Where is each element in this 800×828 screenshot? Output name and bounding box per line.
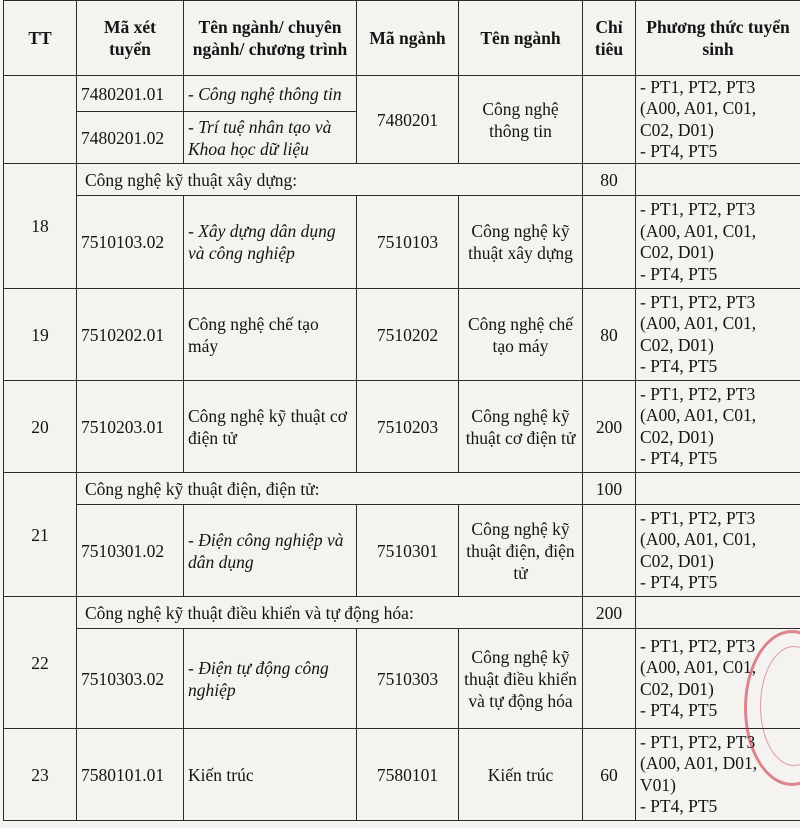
method-line: - PT1, PT2, PT3 [640, 731, 756, 752]
major-name-cell: Công nghệ chế tạo máy [459, 289, 583, 381]
method-line: (A00, A01, C01, [640, 220, 757, 241]
header-row [4, 1, 800, 76]
header-ma-nganh: Mã ngành [357, 1, 459, 76]
method-line: (A00, A01, C01, [640, 657, 757, 677]
header-phuong-thuc: Phương thức tuyển sinh [636, 1, 800, 76]
major-name-cell: Kiến trúc [459, 729, 583, 821]
group-label: Công nghệ kỹ thuật xây dựng: [77, 164, 583, 196]
method-cell [636, 76, 800, 164]
quota-cell: 80 [583, 289, 636, 381]
method-cell [636, 629, 800, 729]
quota-cell [583, 505, 636, 597]
group-quota: 100 [583, 473, 636, 505]
method-line: C02, D01) [640, 678, 714, 699]
program-cell: Kiến trúc [184, 729, 357, 821]
table-row [4, 76, 800, 112]
program-cell: - Công nghệ thông tin [184, 76, 357, 112]
major-code-cell: 7510301 [357, 505, 459, 597]
empty-cell [636, 597, 800, 629]
method-line: - PT4, PT5 [640, 448, 718, 468]
tt-cell: 21 [4, 473, 77, 597]
code-cell: 7510203.01 [77, 381, 184, 473]
code-cell: 7510202.01 [77, 289, 184, 381]
program-cell: - Trí tuệ nhân tạo và Khoa học dữ liệu [184, 112, 357, 164]
header-ten-nganh: Tên ngành [459, 1, 583, 76]
table-row [4, 196, 800, 289]
major-name-cell: Công nghệ thông tin [459, 76, 583, 164]
program-cell: - Điện công nghiệp và dân dụng [184, 505, 357, 597]
code-cell: 7510303.02 [77, 629, 184, 729]
table-row [4, 505, 800, 597]
major-name-cell: Công nghệ kỹ thuật điều khiển và tự động hóa [459, 629, 583, 729]
major-code-cell: 7480201 [357, 76, 459, 164]
group-row [4, 473, 800, 505]
major-code-cell: 7510103 [357, 196, 459, 289]
code-cell: 7580101.01 [77, 729, 184, 821]
quota-cell [583, 629, 636, 729]
major-code-cell: 7510203 [357, 381, 459, 473]
method-line: C02, D01) [640, 426, 714, 447]
method-line: - PT4, PT5 [640, 700, 718, 720]
method-line: C02, D01) [640, 550, 714, 571]
tt-cell: 20 [4, 381, 77, 473]
group-row [4, 164, 800, 196]
table-row [4, 381, 800, 473]
program-cell: Công nghệ kỹ thuật cơ điện tử [184, 381, 357, 473]
method-line: (A00, A01, D01, [640, 753, 758, 773]
method-line: - PT4, PT5 [640, 141, 718, 161]
method-line: (A00, A01, C01, [640, 313, 757, 333]
tt-cell: 23 [4, 729, 77, 821]
method-cell [636, 196, 800, 289]
method-line: - PT1, PT2, PT3 [640, 383, 756, 404]
major-name-cell: Công nghệ kỹ thuật điện, điện tử [459, 505, 583, 597]
major-code-cell: 7580101 [357, 729, 459, 821]
method-cell [636, 505, 800, 597]
table-row [4, 289, 800, 381]
group-label: Công nghệ kỹ thuật điều khiển và tự động hóa: [77, 597, 583, 629]
program-cell: - Điện tự động công nghiệp [184, 629, 357, 729]
code-cell: 7480201.01 [77, 76, 184, 112]
method-line: (A00, A01, C01, [640, 405, 757, 425]
method-line: - PT1, PT2, PT3 [640, 507, 756, 528]
method-cell [636, 729, 800, 821]
tt-cell: 19 [4, 289, 77, 381]
major-code-cell: 7510303 [357, 629, 459, 729]
tt-cell [4, 76, 77, 164]
header-ma-xet-tuyen: Mã xét tuyển [77, 1, 184, 76]
code-cell: 7510103.02 [77, 196, 184, 289]
group-quota: 200 [583, 597, 636, 629]
method-line: (A00, A01, C01, [640, 529, 757, 549]
header-ten-nganh-chuyen-nganh: Tên ngành/ chuyên ngành/ chương trình [184, 1, 357, 76]
method-line: (A00, A01, C01, [640, 98, 757, 118]
group-quota: 80 [583, 164, 636, 196]
method-line: C02, D01) [640, 242, 714, 262]
empty-cell [636, 473, 800, 505]
method-cell [636, 289, 800, 381]
code-cell: 7510301.02 [77, 505, 184, 597]
program-cell: - Xây dựng dân dụng và công nghiệp [184, 196, 357, 289]
empty-cell [636, 164, 800, 196]
group-label: Công nghệ kỹ thuật điện, điện tử: [77, 473, 583, 505]
method-line: - PT1, PT2, PT3 [640, 199, 756, 219]
quota-cell: 200 [583, 381, 636, 473]
method-line: - PT4, PT5 [640, 263, 718, 284]
table-row [4, 729, 800, 821]
method-line: - PT4, PT5 [640, 796, 718, 816]
code-cell: 7480201.02 [77, 112, 184, 164]
method-line: - PT4, PT5 [640, 356, 718, 376]
tt-cell: 18 [4, 164, 77, 289]
admissions-table [3, 0, 800, 821]
major-name-cell: Công nghệ kỹ thuật xây dựng [459, 196, 583, 289]
method-line: C02, D01) [640, 334, 714, 355]
quota-cell: 60 [583, 729, 636, 821]
method-line: V01) [640, 774, 676, 795]
table-row [4, 629, 800, 729]
header-chi-tieu: Chỉ tiêu [583, 1, 636, 76]
group-row [4, 597, 800, 629]
major-code-cell: 7510202 [357, 289, 459, 381]
header-tt: TT [4, 1, 77, 76]
quota-cell [583, 76, 636, 164]
method-line: C02, D01) [640, 119, 714, 140]
method-cell [636, 381, 800, 473]
quota-cell [583, 196, 636, 289]
program-cell: Công nghệ chế tạo máy [184, 289, 357, 381]
method-line: - PT1, PT2, PT3 [640, 291, 756, 312]
method-line: - PT4, PT5 [640, 572, 718, 592]
method-line: - PT1, PT2, PT3 [640, 635, 756, 656]
major-name-cell: Công nghệ kỹ thuật cơ điện tử [459, 381, 583, 473]
tt-cell: 22 [4, 597, 77, 729]
method-line: - PT1, PT2, PT3 [640, 76, 756, 97]
